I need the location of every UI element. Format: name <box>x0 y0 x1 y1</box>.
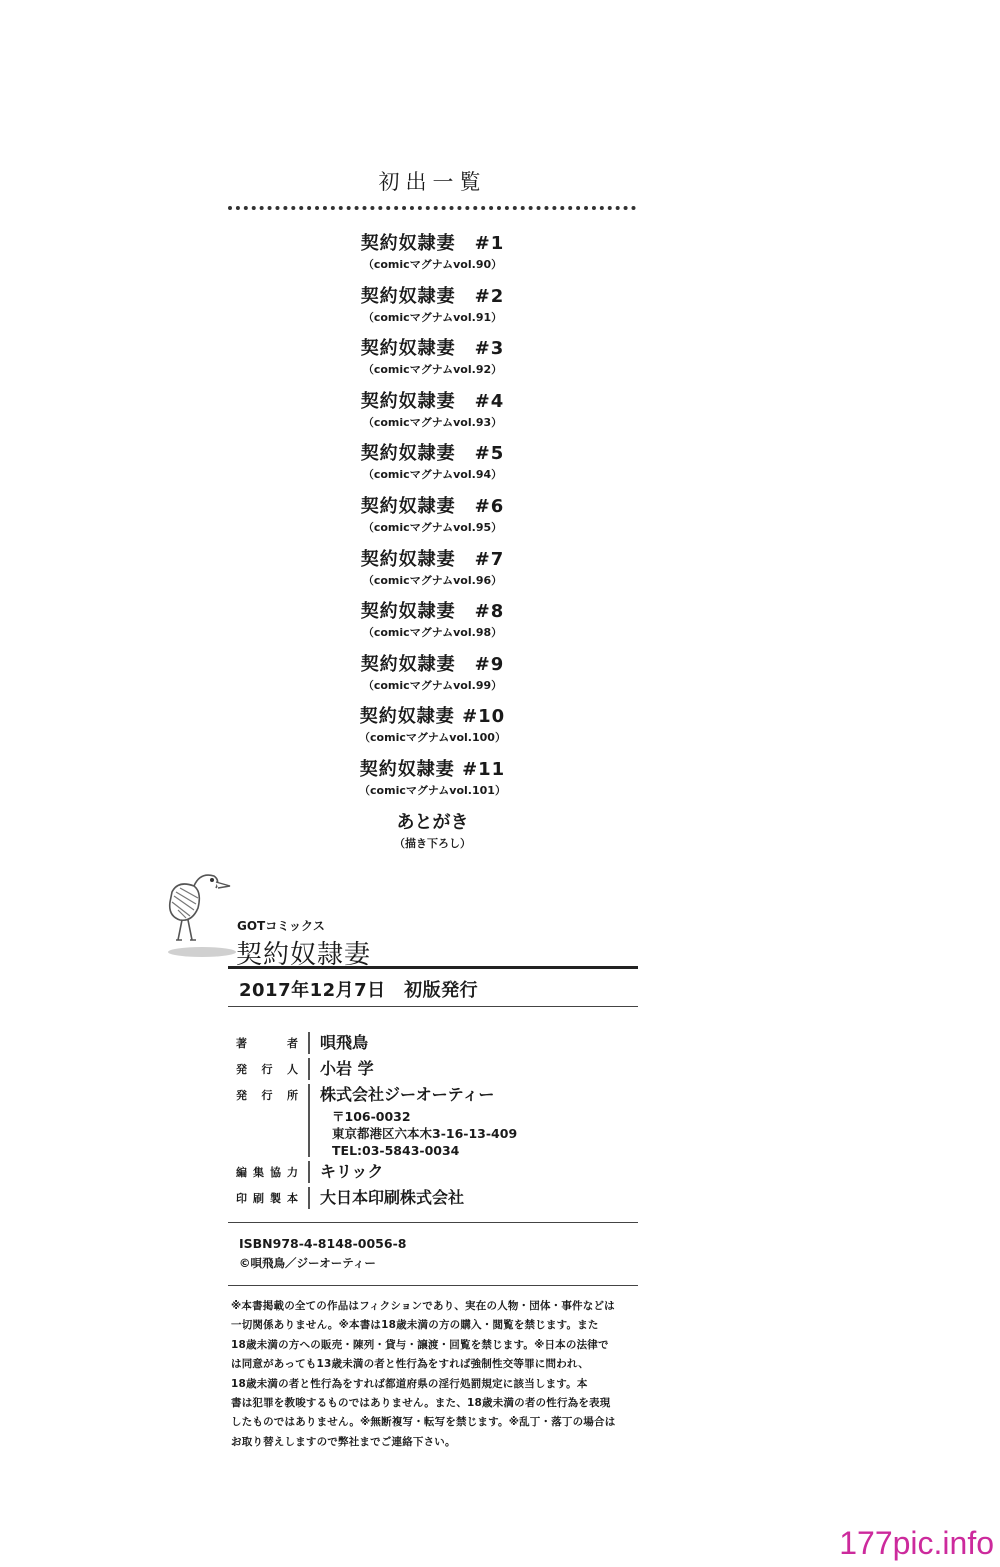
credit-row-editing <box>236 1159 636 1185</box>
publisher-label <box>236 1082 298 1103</box>
publisher-block <box>320 1082 517 1159</box>
entry-source: （comicマグナムvol.99） <box>362 678 503 692</box>
label-char: 発 <box>236 1089 247 1102</box>
address: 東京都港区六本木3-16-13-409 <box>332 1126 518 1141</box>
label-char: 協 <box>270 1166 281 1179</box>
postal-code: 〒106-0032 <box>332 1109 411 1124</box>
credits-rule <box>228 1222 638 1223</box>
bird-logo-icon <box>158 870 238 960</box>
entry-source: （comicマグナムvol.101） <box>359 783 506 797</box>
list-item <box>230 390 635 443</box>
notice-line: 18歳未満の者と性行為をすれば都道府県の淫行処罰規定に該当します。本 <box>231 1377 588 1390</box>
label-char: 者 <box>287 1037 298 1050</box>
list-item <box>230 442 635 495</box>
notice-line: は同意があっても13歳未満の者と性行為をすれば強制性交等罪に問われ、 <box>231 1358 589 1371</box>
title-rule <box>228 966 638 969</box>
printing-label <box>236 1185 298 1211</box>
list-item <box>230 600 635 653</box>
entry-title: 契約奴隷妻 #7 <box>360 548 505 570</box>
credit-row-printing <box>236 1185 636 1211</box>
entry-source: （comicマグナムvol.92） <box>362 363 503 377</box>
column-divider <box>308 1058 310 1080</box>
entry-title: あとがき <box>396 811 469 833</box>
editing-value: キリック <box>320 1162 384 1181</box>
label-char: 集 <box>253 1166 264 1179</box>
entry-title: 契約奴隷妻 #10 <box>359 706 506 728</box>
notice-line: 18歳未満の方への販売・陳列・貸与・譲渡・回覧を禁じます。※日本の法律で <box>231 1338 609 1351</box>
edition-rule <box>228 1006 638 1007</box>
column-divider <box>308 1032 310 1054</box>
editing-label <box>236 1159 298 1185</box>
list-item <box>230 653 635 706</box>
column-divider <box>308 1084 310 1157</box>
label-char: 所 <box>287 1089 298 1102</box>
credits-table <box>236 1030 636 1211</box>
printing-value: 大日本印刷株式会社 <box>320 1188 465 1207</box>
copyright: ©唄飛鳥／ジーオーティー <box>239 1256 376 1270</box>
entry-source: （描き下ろし） <box>394 836 471 850</box>
notice-line: したものではありません。※無断複写・転写を禁じます。※乱丁・落丁の場合は <box>231 1416 616 1429</box>
label-char: 著 <box>236 1037 247 1050</box>
notice-line: 一切関係ありません。※本書は18歳未満の方の購入・閲覧を禁じます。また <box>231 1319 599 1332</box>
first-appearance-list <box>230 232 635 863</box>
label-char: 本 <box>287 1192 298 1205</box>
label-char: 発 <box>236 1063 247 1076</box>
column-divider <box>308 1187 310 1209</box>
label-char: 刷 <box>253 1192 264 1205</box>
entry-source: （comicマグナムvol.95） <box>362 520 503 534</box>
legal-notice <box>231 1297 641 1452</box>
notice-line: 書は犯罪を教唆するものではありません。また、18歳未満の者の性行為を表現 <box>231 1397 611 1410</box>
isbn: ISBN978-4-8148-0056-8 <box>239 1236 407 1251</box>
list-item <box>230 705 635 758</box>
publisher-person-label <box>236 1056 298 1082</box>
entry-title: 契約奴隷妻 #8 <box>360 601 505 623</box>
label-char: 編 <box>236 1166 247 1179</box>
entry-source: （comicマグナムvol.98） <box>362 626 503 640</box>
credit-row-publisher-person <box>236 1056 636 1082</box>
label-char: 人 <box>287 1063 298 1076</box>
entry-title: 契約奴隷妻 #6 <box>360 495 505 517</box>
column-divider <box>308 1161 310 1183</box>
entry-source: （comicマグナムvol.100） <box>359 731 506 745</box>
notice-line: お取り替えしますので弊社までご連絡下さい。 <box>231 1435 456 1448</box>
author-label <box>236 1030 298 1056</box>
label-char: 印 <box>236 1192 247 1205</box>
dotted-divider <box>228 206 636 210</box>
list-item <box>230 548 635 601</box>
entry-title: 契約奴隷妻 #2 <box>360 285 505 307</box>
series-name: GOTコミックス <box>237 919 325 933</box>
entry-title: 契約奴隷妻 #3 <box>360 338 505 360</box>
entry-title: 契約奴隷妻 #4 <box>360 390 505 412</box>
list-item <box>230 285 635 338</box>
list-item <box>230 337 635 390</box>
label-char: 製 <box>270 1192 281 1205</box>
list-item <box>230 495 635 548</box>
list-item <box>230 758 635 811</box>
telephone: TEL:03-5843-0034 <box>332 1143 460 1158</box>
list-item <box>230 811 635 864</box>
publisher-value: 株式会社ジーオーティー <box>320 1085 495 1104</box>
label-char: 行 <box>261 1063 273 1076</box>
entry-source: （comicマグナムvol.94） <box>362 468 503 482</box>
notice-line: ※本書掲載の全ての作品はフィクションであり、実在の人物・団体・事件などは <box>231 1300 615 1312</box>
list-item <box>230 232 635 285</box>
credit-row-author <box>236 1030 636 1056</box>
entry-source: （comicマグナムvol.90） <box>362 258 503 271</box>
label-char: 力 <box>287 1166 298 1179</box>
entry-title: 契約奴隷妻 #11 <box>359 758 506 780</box>
watermark: 177pic.info <box>839 1525 994 1561</box>
edition-date: 2017年12月7日 初版発行 <box>239 980 479 1001</box>
entry-title: 契約奴隷妻 #1 <box>360 233 505 254</box>
label-char: 行 <box>261 1089 273 1102</box>
entry-source: （comicマグナムvol.93） <box>362 415 503 429</box>
credit-row-publisher <box>236 1082 636 1159</box>
book-title: 契約奴隷妻 <box>236 940 372 970</box>
entry-title: 契約奴隷妻 #9 <box>360 653 505 675</box>
entry-source: （comicマグナムvol.96） <box>362 573 503 587</box>
entry-source: （comicマグナムvol.91） <box>362 310 503 324</box>
author-value: 唄飛鳥 <box>320 1033 369 1052</box>
entry-title: 契約奴隷妻 #5 <box>360 443 505 465</box>
notice-rule <box>228 1285 638 1286</box>
first-appearance-title: 初出一覧 <box>378 170 487 194</box>
publisher-person-value: 小岩 学 <box>320 1059 374 1078</box>
